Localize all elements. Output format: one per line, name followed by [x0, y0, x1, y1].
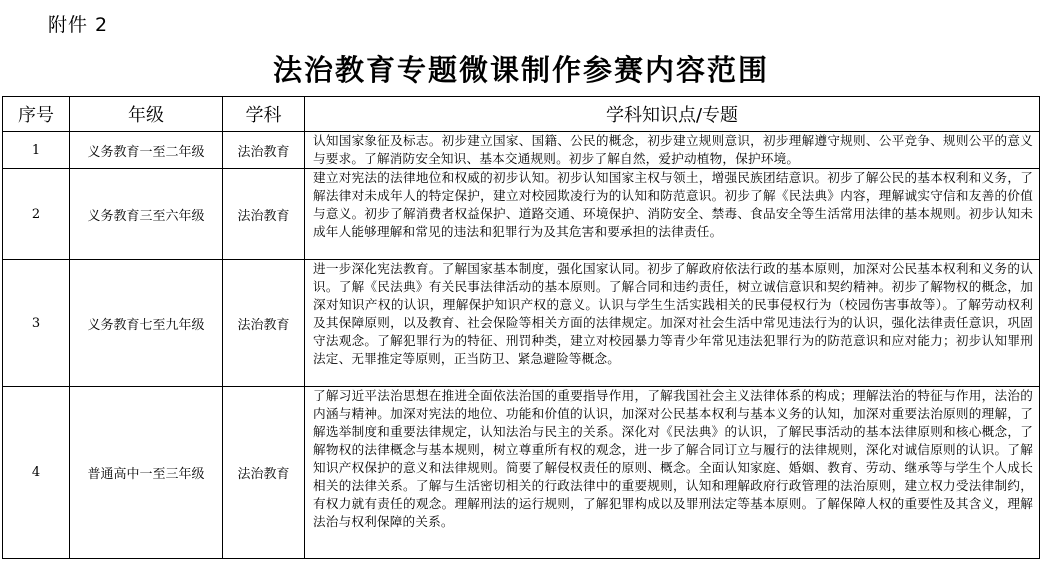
content-scope-table: [2, 96, 1040, 559]
row-subject: 法治教育: [223, 387, 305, 559]
table-row: [3, 260, 1040, 387]
table-header-row: [3, 97, 1040, 132]
document-title: 法治教育专题微课制作参赛内容范围: [272, 53, 769, 87]
column-header-number: 序号: [3, 97, 70, 132]
column-header-content: 学科知识点/专题: [305, 97, 1040, 132]
row-subject: 法治教育: [223, 169, 305, 260]
column-header-subject: 学科: [223, 97, 305, 132]
row-number: 3: [3, 260, 70, 387]
row-number: 1: [3, 132, 70, 169]
table-row: [3, 132, 1040, 169]
row-grade: 义务教育三至六年级: [70, 169, 223, 260]
row-grade: 普通高中一至三年级: [70, 387, 223, 559]
row-subject: 法治教育: [223, 132, 305, 169]
row-number: 2: [3, 169, 70, 260]
column-header-grade: 年级: [70, 97, 223, 132]
attachment-label: 附件 2: [48, 14, 109, 36]
table-row: [3, 169, 1040, 260]
table-row: [3, 387, 1040, 559]
row-content: 了解习近平法治思想在推进全面依法治国的重要指导作用，了解我国社会主义法律体系的构成；理解法治的特征与作用，法治的内涵与精神。加深对宪法的地位、功能和价值的认识，加深对公民基本权利与基本义务的认知，加深对重要法治原则的理解，了解选举制度和重要法律规定，认知法治与民主的关系。深化对《民法典》的认识，了解民事活动的基本法律原则和核心概念，了解物权的法律概念与基本规则，树立尊重所有权的观念，进一步了解合同订立与履行的法律规则，深化对诚信原则的认识。了解知识产权保护的意义和法律规则。简要了解侵权责任的原则、概念。全面认知家庭、婚姻、教育、劳动、继承等与学生个人成长相关的法律关系。了解与生活密切相关的行政法律中的重要规则，认知和理解政府行政管理的法治原则，建立权力受法律制约，有权力就有责任的观念。理解刑法的运行规则，了解犯罪构成以及罪刑法定等基本原则。了解保障人权的重要性及其含义，理解法治与权利保障的关系。: [305, 387, 1040, 559]
row-content: 认知国家象征及标志。初步建立国家、国籍、公民的概念，初步建立规则意识，初步理解遵守规则、公平竞争、规则公平的意义与要求。了解消防安全知识、基本交通规则。初步了解自然，爱护动植物，保护环境。: [305, 132, 1040, 169]
row-content: 进一步深化宪法教育。了解国家基本制度，强化国家认同。初步了解政府依法行政的基本原则，加深对公民基本权利和义务的认识。了解《民法典》有关民事法律活动的基本原则。了解合同和违约责任，树立诚信意识和契约精神。初步了解物权的概念，加深对知识产权的认识，理解保护知识产权的意义。认识与学生生活实践相关的民事侵权行为（校园伤害事故等）。了解劳动权利及其保障原则，以及教育、社会保险等相关方面的法律规定。加深对社会生活中常见违法行为的认识，强化法律责任意识，巩固守法观念。了解犯罪行为的特征、刑罚种类，建立对校园暴力等青少年常见违法犯罪行为的防范意识和应对能力；初步认知罪刑法定、无罪推定等原则，正当防卫、紧急避险等概念。: [305, 260, 1040, 387]
row-number: 4: [3, 387, 70, 559]
row-grade: 义务教育七至九年级: [70, 260, 223, 387]
row-grade: 义务教育一至二年级: [70, 132, 223, 169]
row-content: 建立对宪法的法律地位和权威的初步认知。初步认知国家主权与领土，增强民族团结意识。初步了解公民的基本权利和义务，了解法律对未成年人的特定保护，建立对校园欺凌行为的认知和防范意识。初步了解《民法典》内容，理解诚实守信和友善的价值与意义。初步了解消费者权益保护、道路交通、环境保护、消防安全、禁毒、食品安全等生活常用法律的基本规则。初步认知未成年人能够理解和常见的违法和犯罪行为及其危害和要承担的法律责任。: [305, 169, 1040, 260]
row-subject: 法治教育: [223, 260, 305, 387]
